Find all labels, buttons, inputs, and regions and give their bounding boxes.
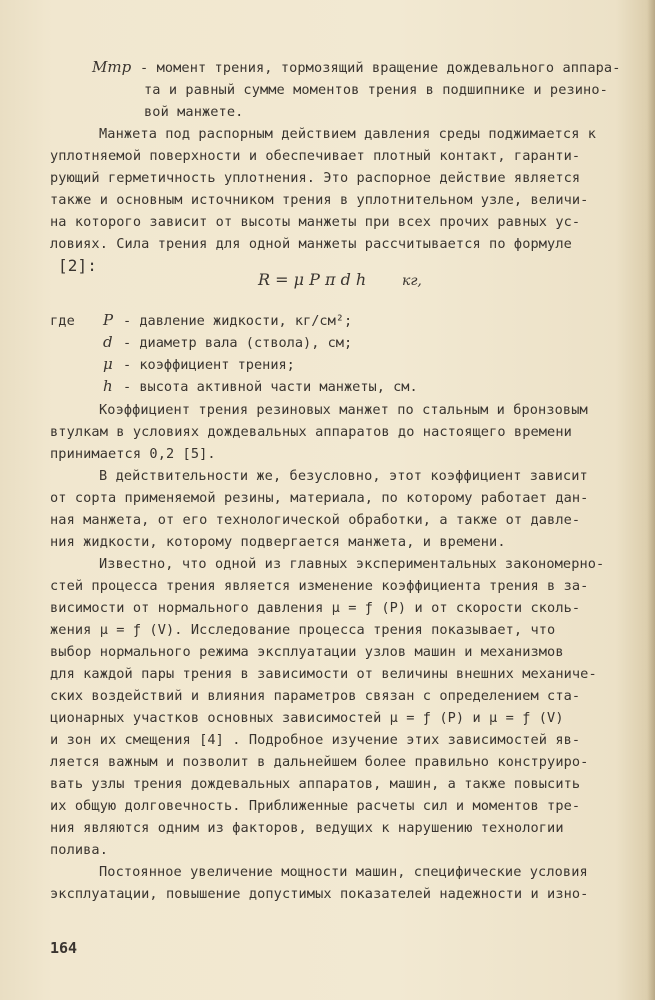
paragraph-line: втулкам в условиях дождевальных аппаратов до настоящего времени: [50, 424, 572, 440]
paragraph-line: также и основным источником трения в уплотнительном узле, величи-: [50, 192, 589, 208]
paragraph-line: принимается 0,2 [5].: [50, 446, 216, 462]
page-edge-shadow: [647, 0, 655, 1000]
paragraph-line: на которого зависит от высоты манжеты при всех прочих равных ус-: [50, 214, 581, 230]
intro-line: - момент трения, тормозящий вращение дождевального аппара-: [140, 60, 621, 76]
paragraph-line: их общую долговечность. Приближенные расчеты сил и моментов тре-: [50, 798, 581, 814]
friction-formula: R = μ P π d h: [258, 270, 367, 289]
definition-symbol: μ: [103, 355, 113, 373]
paragraph-line: ния жидкости, которому подвергается манжета, и времени.: [50, 534, 506, 550]
definition-symbol: h: [103, 377, 113, 395]
paragraph-line: вать узлы трения дождевальных аппаратов, машин, а также повысить: [50, 776, 581, 792]
paragraph-line: ционарных участков основных зависимостей μ = ƒ (P) и μ = ƒ (V): [50, 710, 564, 726]
intro-line: вой манжете.: [144, 104, 244, 120]
moment-symbol: Mтр: [92, 58, 132, 76]
paragraph-line: ная манжета, от его технологической обработки, а также от давле-: [50, 512, 581, 528]
paragraph-line: эксплуатации, повышение допустимых показателей надежности и изно-: [50, 886, 589, 902]
paragraph-line: для каждой пары трения в зависимости от величины внешних механиче-: [50, 666, 597, 682]
paragraph-line: Постоянное увеличение мощности машин, специфические условия: [99, 864, 588, 880]
paragraph-line: полива.: [50, 842, 108, 858]
paragraph-line: ния являются одним из факторов, ведущих к нарушению технологии: [50, 820, 564, 836]
definition-text: - диаметр вала (ствола), см;: [123, 335, 353, 351]
paragraph-line: висимости от нормального давления μ = ƒ (P) и от скорости сколь-: [50, 600, 581, 616]
definitions-lead: где: [50, 313, 75, 329]
reference-citation: [2]:: [58, 256, 97, 275]
formula-unit: кг,: [402, 273, 422, 289]
definition-symbol: P: [103, 311, 114, 329]
intro-line: та и равный сумме моментов трения в подшипнике и резино-: [144, 82, 608, 98]
paragraph-line: жения μ = ƒ (V). Исследование процесса трения показывает, что: [50, 622, 556, 638]
paragraph-line: от сорта применяемой резины, материала, по которому работает дан-: [50, 490, 589, 506]
paragraph-line: выбор нормального режима эксплуатации узлов машин и механизмов: [50, 644, 564, 660]
page-number: 164: [50, 939, 78, 957]
paragraph-line: уплотняемой поверхности и обеспечивает плотный контакт, гаранти-: [50, 148, 581, 164]
definition-text: - коэффициент трения;: [123, 357, 295, 373]
paragraph-line: и зон их смещения [4] . Подробное изучение этих зависимостей яв-: [50, 732, 581, 748]
definition-symbol: d: [103, 333, 113, 351]
paragraph-line: Манжета под распорным действием давления среды поджимается к: [99, 126, 597, 142]
paragraph-line: ских воздействий и влияния параметров связан с определением ста-: [50, 688, 581, 704]
paragraph-line: рующий герметичность уплотнения. Это распорное действие является: [50, 170, 581, 186]
paragraph-line: Известно, что одной из главных экспериментальных закономерно-: [99, 556, 605, 572]
paragraph-line: стей процесса трения является изменение коэффициента трения в за-: [50, 578, 589, 594]
paragraph-line: В действительности же, безусловно, этот коэффициент зависит: [99, 468, 588, 484]
paragraph-line: ляется важным и позволит в дальнейшем более правильно конструиро-: [50, 754, 589, 770]
paragraph-line: Коэффициент трения резиновых манжет по стальным и бронзовым: [99, 402, 588, 418]
definition-text: - высота активной части манжеты, см.: [123, 379, 418, 395]
definition-text: - давление жидкости, кг/см²;: [123, 313, 353, 329]
paragraph-line: ловиях. Сила трения для одной манжеты рассчитывается по формуле: [50, 236, 572, 252]
